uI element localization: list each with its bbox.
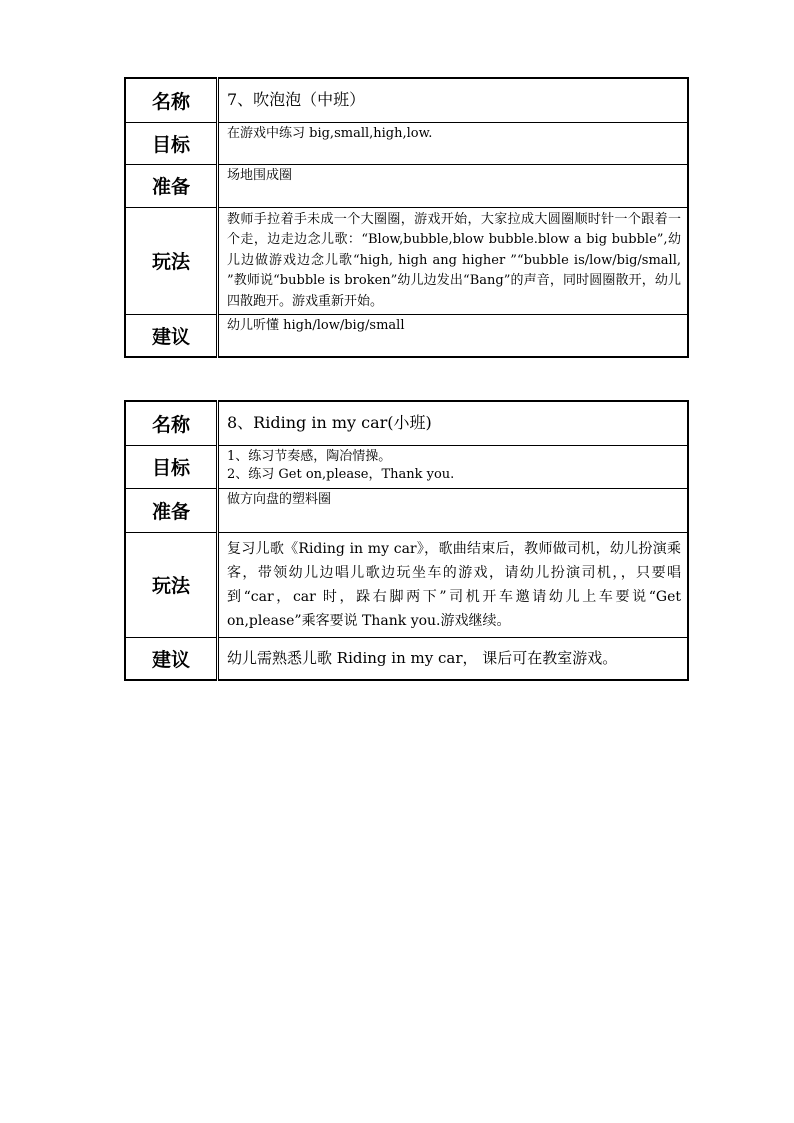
- suggest-label: 建议: [125, 315, 218, 357]
- play-text: 教师手拉着手未成一个大圈圈，游戏开始，大家拉成大圆圈顺时针一个跟着一个走，边走边念儿歌：“Blow,bubble,blow bubble.blow a big bubble”,幼儿边做游戏边念儿歌“high, high ang higher ”“bubble is/low/big/small, ”教师说“bubble is broken”幼儿边发出“Bang”的声音，同时圆圈散开，幼儿四散跑开。游戏重新开始。: [218, 207, 689, 315]
- goal-row: [125, 445, 688, 488]
- suggest-label: 建议: [125, 637, 218, 680]
- suggest-text: 幼儿听懂 high/low/big/small: [218, 315, 689, 357]
- prep-label: 准备: [125, 164, 218, 207]
- name-row: [125, 78, 688, 122]
- name-label: 名称: [125, 78, 218, 122]
- play-text: 复习儿歌《Riding in my car》，歌曲结束后，教师做司机，幼儿扮演乘客，带领幼儿边唱儿歌边玩坐车的游戏，请幼儿扮演司机，，只要唱到“car，car 时，跺右脚两下”司机开车邀请幼儿上车要说“Get on,please”乘客要说 Thank you.游戏继续。: [218, 532, 689, 637]
- game-name: 7、吹泡泡（中班）: [218, 78, 689, 122]
- play-row: [125, 207, 688, 315]
- game-table-1: [124, 77, 689, 358]
- goal-label: 目标: [125, 122, 218, 164]
- goal-cell: [218, 445, 689, 488]
- suggest-text: 幼儿需熟悉儿歌 Riding in my car， 课后可在教室游戏。: [218, 637, 689, 680]
- game-table-2: [124, 400, 689, 681]
- goal-text: 在游戏中练习 big,small,high,low.: [218, 122, 689, 164]
- suggest-row: [125, 637, 688, 680]
- prep-text: 场地围成圈: [218, 164, 689, 207]
- play-label: 玩法: [125, 207, 218, 315]
- goal-item-1: 1、练习节奏感，陶冶情操。: [227, 448, 392, 464]
- prep-row: [125, 488, 688, 532]
- suggest-row: [125, 315, 688, 357]
- goal-item-2: 2、练习 Get on,please，Thank you.: [227, 466, 455, 482]
- goal-label: 目标: [125, 445, 218, 488]
- name-row: [125, 401, 688, 445]
- game-name: 8、Riding in my car(小班): [218, 401, 689, 445]
- goal-row: [125, 122, 688, 164]
- prep-row: [125, 164, 688, 207]
- name-label: 名称: [125, 401, 218, 445]
- play-row: [125, 532, 688, 637]
- prep-label: 准备: [125, 488, 218, 532]
- play-label: 玩法: [125, 532, 218, 637]
- prep-text: 做方向盘的塑料圈: [218, 488, 689, 532]
